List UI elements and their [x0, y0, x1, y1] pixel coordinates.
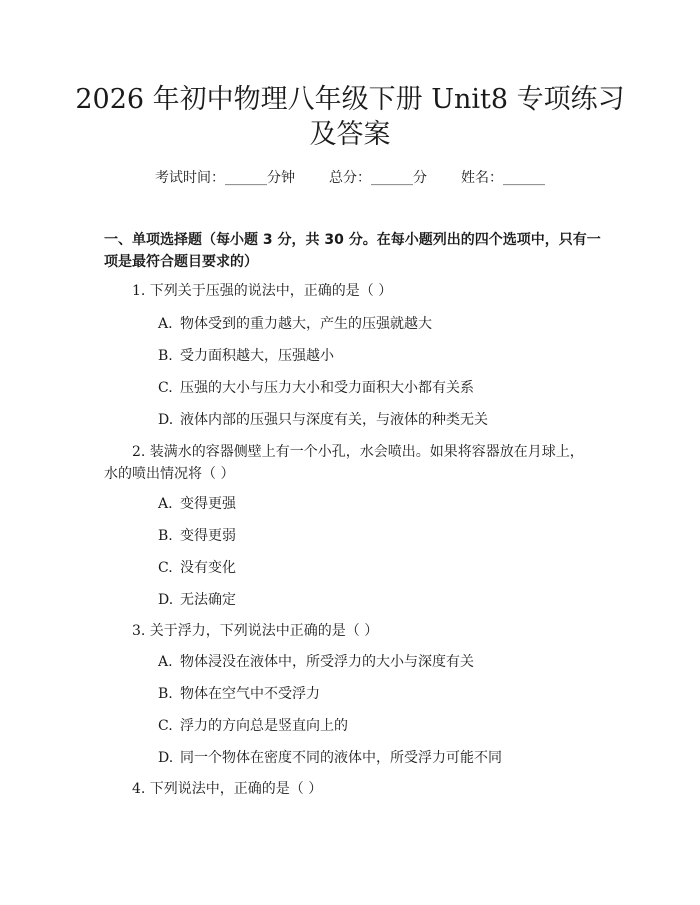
question-2-stem: 2. 装满水的容器侧壁上有一个小孔，水会喷出。如果将容器放在月球上，水的喷出情况将（ ） [104, 444, 584, 482]
option-text: 变得更强 [180, 496, 236, 512]
question-1-option-b [158, 346, 598, 366]
question-4-stem: 4. 下列说法中，正确的是（ ） [132, 781, 323, 797]
option-text: 物体受到的重力越大，产生的压强就越大 [180, 316, 432, 332]
option-letter: B. [158, 348, 173, 364]
option-text: 压强的大小与压力大小和受力面积大小都有关系 [180, 380, 474, 396]
question-1-option-a [158, 314, 598, 334]
question-1-stem: 1. 下列关于压强的说法中，正确的是（ ） [132, 283, 393, 299]
document-title-line1: 2026 年初中物理八年级下册 Unit8 专项练习 [75, 84, 625, 115]
option-text: 无法确定 [180, 592, 236, 608]
option-letter: D. [158, 412, 174, 428]
option-text: 物体在空气中不受浮力 [180, 686, 320, 702]
option-letter: B. [158, 528, 173, 544]
exam-meta [0, 168, 700, 188]
question-3-option-a [158, 652, 598, 672]
question-1-option-d [158, 410, 598, 430]
option-text: 变得更弱 [180, 528, 236, 544]
option-text: 液体内部的压强只与深度有关，与液体的种类无关 [180, 412, 488, 428]
option-letter: D. [158, 750, 174, 766]
question-3-option-d [158, 748, 598, 768]
section-heading-single-choice: 一、单项选择题（每小题 3 分，共 30 分。在每小题列出的四个选项中，只有一项是最符合题目要求的） [104, 232, 601, 270]
document-title-line2: 及答案 [309, 119, 391, 150]
exam-time-field: 考试时间：______分钟 [155, 170, 295, 186]
option-letter: C. [158, 718, 173, 734]
question-2-option-c [158, 558, 598, 578]
question-2-option-d [158, 590, 598, 610]
question-3-option-b [158, 684, 598, 704]
option-letter: A. [158, 654, 173, 670]
option-text: 同一个物体在密度不同的液体中，所受浮力可能不同 [180, 750, 502, 766]
question-1-option-c [158, 378, 598, 398]
option-letter: C. [158, 560, 173, 576]
question-2-option-b [158, 526, 598, 546]
question-3-option-c [158, 716, 598, 736]
option-letter: A. [158, 316, 173, 332]
option-text: 没有变化 [180, 560, 236, 576]
option-text: 受力面积越大，压强越小 [180, 348, 334, 364]
student-name-field: 姓名：______ [461, 170, 545, 186]
total-score-field: 总分：______分 [329, 170, 427, 186]
option-text: 物体浸没在液体中，所受浮力的大小与深度有关 [180, 654, 474, 670]
option-letter: B. [158, 686, 173, 702]
option-letter: A. [158, 496, 173, 512]
question-2-option-a [158, 494, 598, 514]
question-3-stem: 3. 关于浮力，下列说法中正确的是（ ） [132, 623, 379, 639]
option-text: 浮力的方向总是竖直向上的 [180, 718, 348, 734]
option-letter: C. [158, 380, 173, 396]
option-letter: D. [158, 592, 174, 608]
